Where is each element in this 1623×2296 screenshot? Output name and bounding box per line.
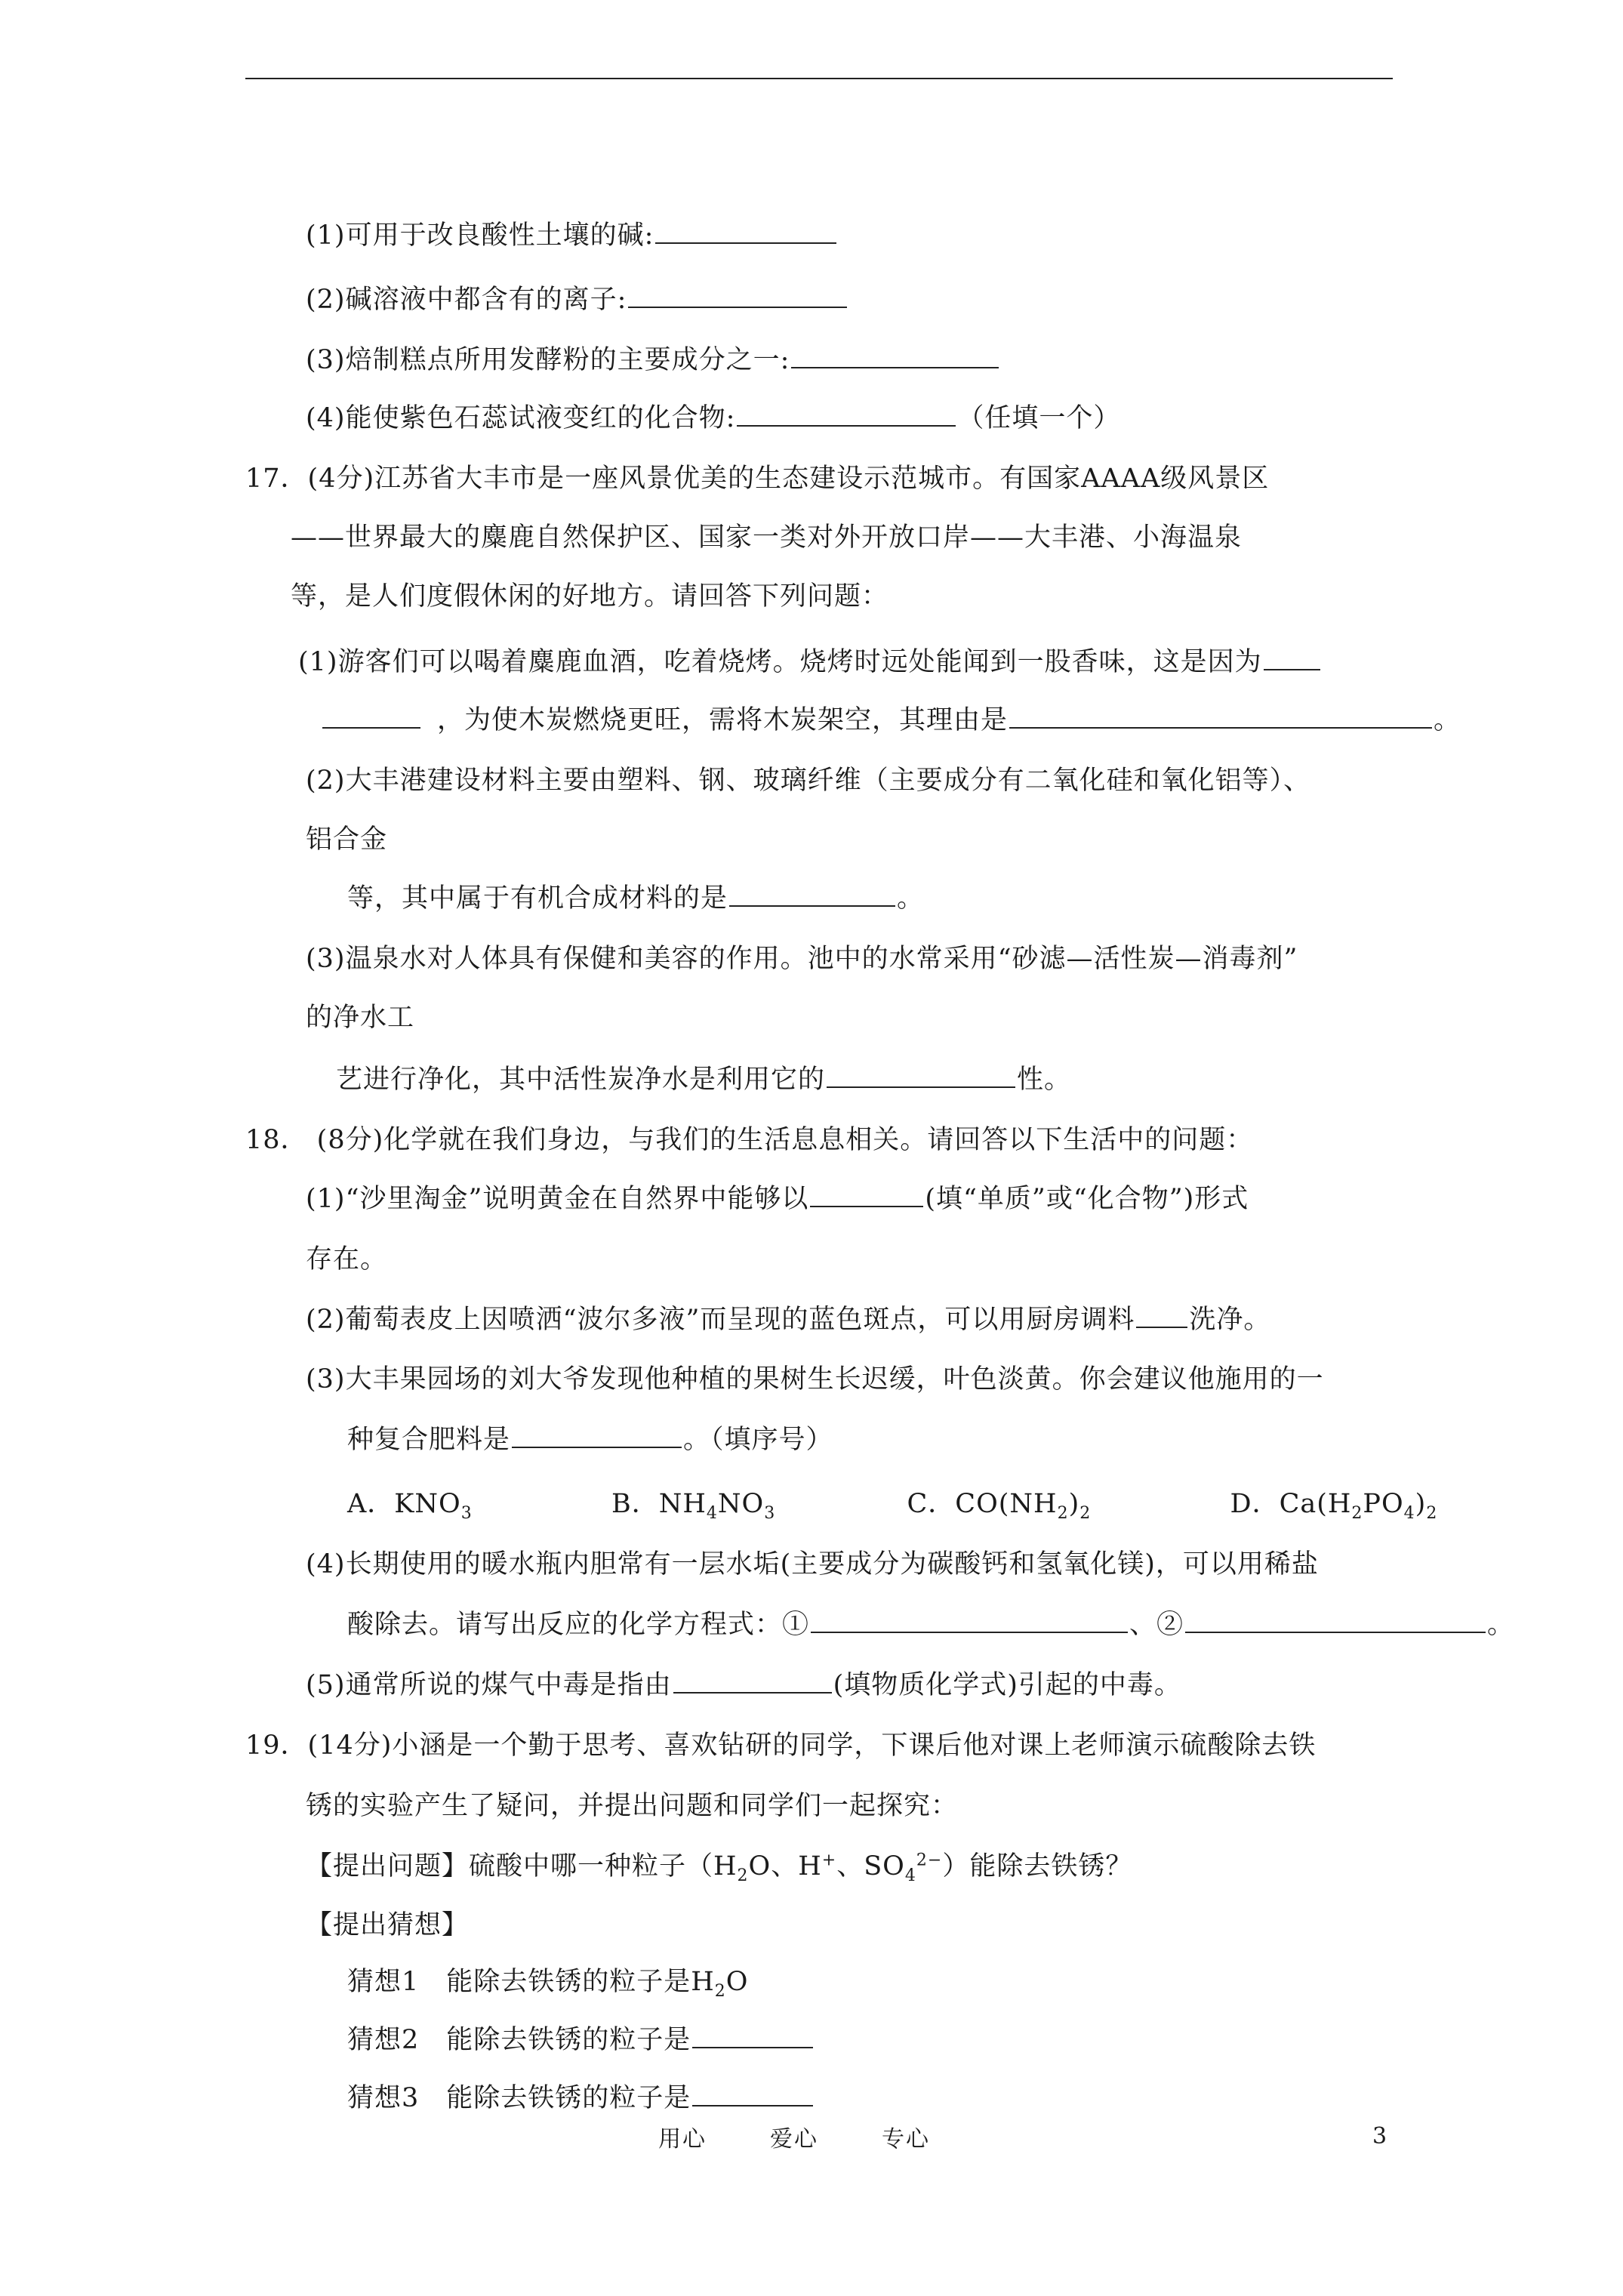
q17-part-2-c-text: 等，其中属于有机合成材料的是: [347, 883, 728, 914]
q17-part-3-a: (3)温泉水对人体具有保健和美容的作用。池中的水常采用“砂滤—活性炭—消毒剂”: [306, 944, 1298, 974]
q19-guess-2-text: 猜想2 能除去铁锈的粒子是: [347, 2025, 691, 2055]
q18-part-1-a-text: (1)“沙里淘金”说明黄金在自然界中能够以: [306, 1184, 809, 1214]
q17-part-1-a-text: (1)游客们可以喝着麋鹿血酒，吃着烧烤。烧烤时远处能闻到一股香味，这是因为: [298, 647, 1262, 677]
answer-blank[interactable]: [628, 284, 847, 308]
answer-blank[interactable]: [737, 402, 956, 427]
q17-part-2-b: 铝合金: [306, 824, 388, 855]
q18-part-1-b: 存在。: [306, 1244, 388, 1274]
q18-part-4-b: [347, 1608, 1514, 1641]
option-d[interactable]: D．$Ca(H_2PO_4)_2$: [1230, 1489, 1438, 1523]
q18-part-3-b-end: 。（填序号）: [683, 1425, 833, 1455]
q17-part-1-b: [321, 704, 1461, 737]
page-number: 3: [1372, 2123, 1387, 2150]
header-rule: [245, 78, 1393, 79]
answer-blank[interactable]: [1136, 1304, 1187, 1328]
q18-part-4-b-text: 酸除去。请写出反应的化学方程式：①: [347, 1610, 810, 1640]
q18-part-5-end: (填物质化学式)引起的中毒。: [833, 1670, 1181, 1700]
q18-part-1-a: [306, 1182, 1249, 1216]
q18-part-2-text: (2)葡萄表皮上因喷洒“波尔多液”而呈现的蓝色斑点，可以用厨房调料: [306, 1305, 1135, 1335]
q19-guess-3: [347, 2082, 815, 2115]
q18-part-1-a-end: (填“单质”或“化合物”)形式: [925, 1184, 1249, 1214]
q17-stem-1: 17．(4分)江苏省大丰市是一座风景优美的生态建设示范城市。有国家AAAA级风景区: [245, 464, 1270, 494]
q16-item-2: [306, 283, 848, 316]
q16-item-1-text: (1)可用于改良酸性土壤的碱:: [306, 220, 654, 251]
q18-part-3-b: [347, 1423, 833, 1456]
q17-part-2-c: [347, 882, 924, 915]
answer-blank[interactable]: [512, 1424, 682, 1448]
answer-blank[interactable]: [810, 1183, 923, 1207]
q18-part-4-a: (4)长期使用的暖水瓶内胆常有一层水垢(主要成分为碳酸钙和氢氧化镁)，可以用稀盐: [306, 1549, 1319, 1579]
q17-part-3-b: 的净水工: [306, 1003, 415, 1033]
q17-part-1-a: [298, 646, 1322, 679]
q16-item-4-text: (4)能使紫色石蕊试液变红的化合物:: [306, 403, 736, 433]
footer-text-2: 爱心: [770, 2126, 818, 2153]
q19-guess-2: [347, 2023, 815, 2057]
q19-ask: 【提出问题】硫酸中哪一种粒子（$H_2O$、H+、$SO_4^{2-}$）能除去铁锈？: [306, 1851, 1133, 1885]
q16-item-4-note: （任填一个）: [957, 403, 1121, 433]
q16-item-4: [306, 402, 1120, 435]
q16-item-1: [306, 219, 838, 252]
option-c[interactable]: C．$CO(NH_2)_2$: [907, 1489, 1092, 1523]
option-b[interactable]: B．$NH_4NO_3$: [611, 1489, 776, 1523]
q16-item-3: [306, 344, 1000, 377]
q18-part-5-text: (5)通常所说的煤气中毒是指由: [306, 1670, 672, 1700]
q18-part-4-end: 。: [1487, 1610, 1515, 1640]
q17-part-3-c: [336, 1063, 1071, 1096]
answer-blank[interactable]: [1264, 646, 1320, 670]
q19-guess-3-text: 猜想3 能除去铁锈的粒子是: [347, 2083, 691, 2113]
answer-blank[interactable]: [1009, 704, 1432, 729]
q18-part-2: [306, 1303, 1270, 1336]
q19-guess-label: 【提出猜想】: [306, 1910, 470, 1940]
answer-blank[interactable]: [655, 220, 836, 244]
q17-stem-2: ——世界最大的麋鹿自然保护区、国家一类对外开放口岸——大丰港、小海温泉: [291, 522, 1243, 553]
answer-blank[interactable]: [811, 1609, 1128, 1633]
q18-stem: 18． (8分)化学就在我们身边，与我们的生活息息相关。请回答以下生活中的问题：: [245, 1125, 1254, 1155]
q19-guess-1: 猜想1 能除去铁锈的粒子是$H_2O$: [347, 1967, 749, 2001]
footer-text-1: 用心: [658, 2126, 707, 2153]
q17-part-2-end: 。: [897, 883, 925, 914]
q18-options: [347, 1487, 1437, 1521]
answer-blank[interactable]: [322, 704, 420, 729]
answer-blank[interactable]: [673, 1669, 832, 1693]
q17-part-3-c-text: 艺进行净化，其中活性炭净水是利用它的: [336, 1065, 826, 1095]
answer-blank[interactable]: [827, 1064, 1015, 1088]
q19-stem-2: 锈的实验产生了疑问，并提出问题和同学们一起探究：: [306, 1791, 959, 1821]
answer-blank[interactable]: [1185, 1609, 1486, 1633]
q19-stem-1: 19．(14分)小涵是一个勤于思考、喜欢钻研的同学，下课后他对课上老师演示硫酸除去铁: [245, 1730, 1317, 1761]
answer-blank[interactable]: [729, 883, 895, 907]
q17-part-2-a: (2)大丰港建设材料主要由塑料、钢、玻璃纤维（主要成分有二氧化硅和氧化铝等）、: [306, 766, 1311, 796]
q18-part-4-mid: 、②: [1129, 1610, 1184, 1640]
q17-part-1-end: 。: [1434, 705, 1461, 735]
q18-part-3-a: (3)大丰果园场的刘大爷发现他种植的果树生长迟缓，叶色淡黄。你会建议他施用的一: [306, 1364, 1324, 1395]
footer-text-3: 专心: [882, 2126, 930, 2153]
q18-part-2-end: 洗净。: [1189, 1305, 1271, 1335]
answer-blank[interactable]: [692, 2082, 813, 2106]
q19-ask-label: 【提出问题】: [306, 1851, 470, 1881]
q17-stem-3: 等，是人们度假休闲的好地方。请回答下列问题：: [291, 581, 889, 612]
q18-part-5: [306, 1669, 1181, 1702]
q16-item-3-text: (3)焙制糕点所用发酵粉的主要成分之一:: [306, 345, 790, 375]
option-a[interactable]: A．$KNO_3$: [347, 1489, 473, 1523]
q18-part-3-b-text: 种复合肥料是: [347, 1425, 511, 1455]
q17-part-1-b-text: ，为使木炭燃烧更旺，需将木炭架空，其理由是: [437, 705, 1009, 735]
answer-blank[interactable]: [791, 344, 999, 368]
q16-item-2-text: (2)碱溶液中都含有的离子:: [306, 285, 627, 315]
q17-part-3-end: 性。: [1017, 1065, 1072, 1095]
answer-blank[interactable]: [692, 2024, 813, 2048]
